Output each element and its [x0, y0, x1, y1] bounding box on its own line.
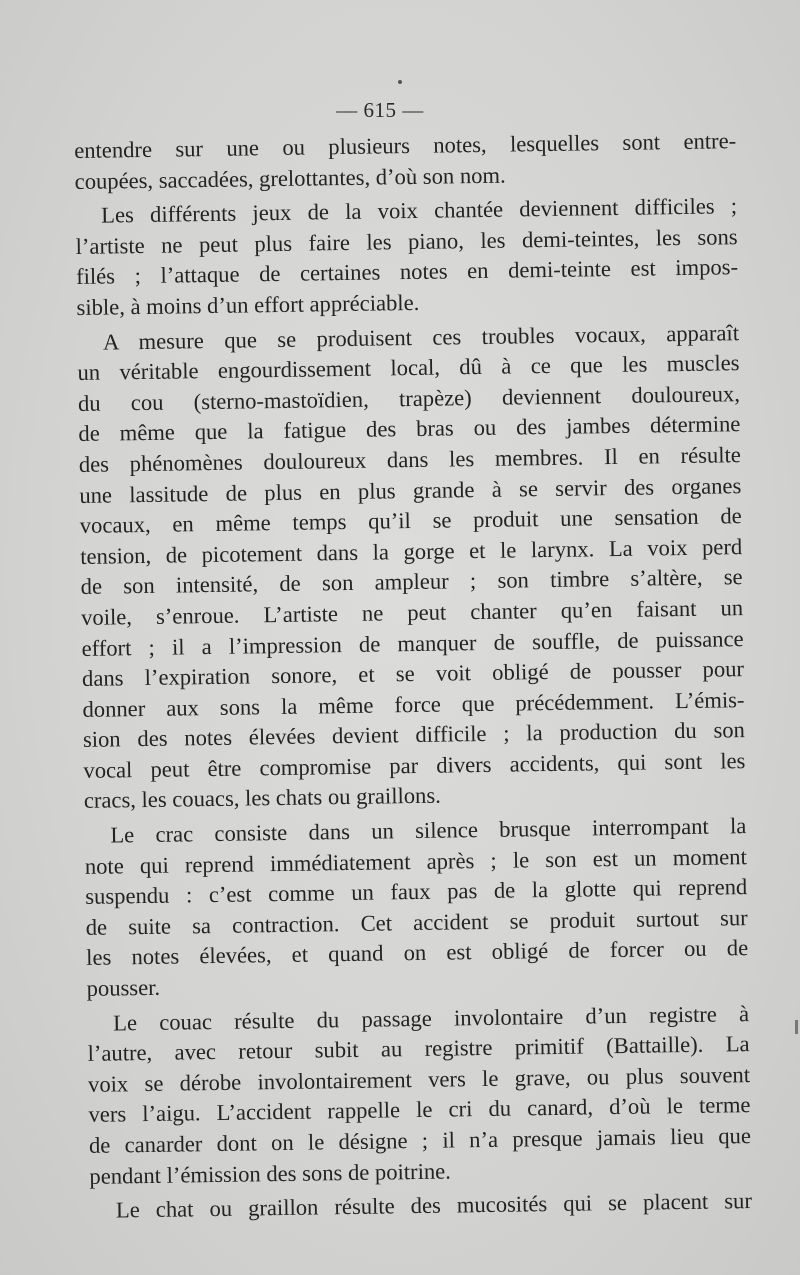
text-line: Le couac résulte du passage involontaire d’un registre à	[112, 1000, 750, 1036]
text-line: sion des notes élevées devient difficile ; la production du son	[82, 717, 746, 753]
text-line: les notes élevées, et quand on est obligé de forcer ou de	[86, 935, 749, 971]
text-line: voile, s’enroue. L’artiste ne peut chanter qu’en faisant un	[80, 595, 744, 630]
text-line: l’autre, avec retour subit au registre primitif (Battaille). La	[87, 1031, 750, 1067]
text-line: Le chat ou graillon résulte des mucosités qui se placent sur	[115, 1188, 753, 1223]
text-line: vocal peut être compromise par divers accidents, qui sont les	[83, 747, 746, 783]
text-line: l’artiste ne peut plus faire les piano, les demi-teintes, les sons	[75, 223, 738, 259]
text-line: note qui reprend immédiatement après ; le son est un moment	[84, 843, 747, 879]
text-line: filés ; l’attaque de certaines notes en demi-teinte est impos-	[75, 254, 739, 290]
page-number: — 615 —	[336, 98, 424, 122]
text-line: dans l’expiration sonore, et se voit obligé de pousser pour	[81, 656, 745, 692]
text-line: A mesure que se produisent ces troubles vocaux, apparaît	[102, 319, 740, 355]
text-line: tension, de picotement dans la gorge et le larynx. La voix perd	[80, 533, 743, 569]
body-text	[74, 126, 752, 1226]
page-edge-mark	[795, 1020, 798, 1034]
text-line: vocaux, en même temps qu’il se produit une sensation de	[79, 503, 742, 539]
text-line: de son intensité, de son ampleur ; son timbre s’altère, se	[80, 564, 743, 600]
text-line: donner aux sons la même force que précédemment. L’émis-	[82, 686, 745, 722]
text-line: Les différents jeux de la voix chantée deviennent difficiles ;	[100, 193, 738, 228]
text-line: coupées, saccadées, grelottantes, d’où son nom.	[74, 162, 506, 194]
text-line: entendre sur une ou plusieurs notes, lesquelles sont entre-	[74, 128, 737, 163]
ink-speck	[398, 80, 402, 84]
text-line: effort ; il a l’impression de manquer de souffle, de puissance	[81, 625, 744, 661]
text-line: vers l’aigu. L’accident rappelle le cri du canard, d’où le terme	[88, 1092, 751, 1128]
text-line: voix se dérobe involontairement vers le grave, ou plus souvent	[87, 1061, 751, 1097]
text-line: pendant l’émission des sons de poitrine.	[89, 1158, 452, 1189]
text-line: du cou (sterno-mastoïdien, trapèze) deviennent douloureux,	[77, 380, 741, 416]
text-line: pousser.	[86, 974, 161, 1001]
text-line: Le crac consiste dans un silence brusque interrompant la	[110, 813, 747, 848]
text-line: de canarder dont on le désigne ; il n’a presque jamais lieu que	[88, 1123, 752, 1158]
text-line: suspendu : c’est comme un faux pas de la glotte qui reprend	[85, 874, 748, 910]
text-line: des phénomènes douloureux dans les membres. Il en résulte	[78, 442, 741, 477]
text-line: une lassitude de plus en plus grande à se servir des organes	[79, 472, 742, 508]
text-line: de suite sa contraction. Cet accident se produit surtout sur	[85, 904, 748, 940]
text-line: un véritable engourdissement local, dû à ce que les muscles	[77, 350, 740, 386]
text-line: cracs, les couacs, les chats ou graillons.	[83, 783, 442, 814]
text-line: sible, à moins d’un effort appréciable.	[76, 289, 420, 320]
text-line: de même que la fatigue des bras ou des jambes détermine	[78, 411, 741, 447]
